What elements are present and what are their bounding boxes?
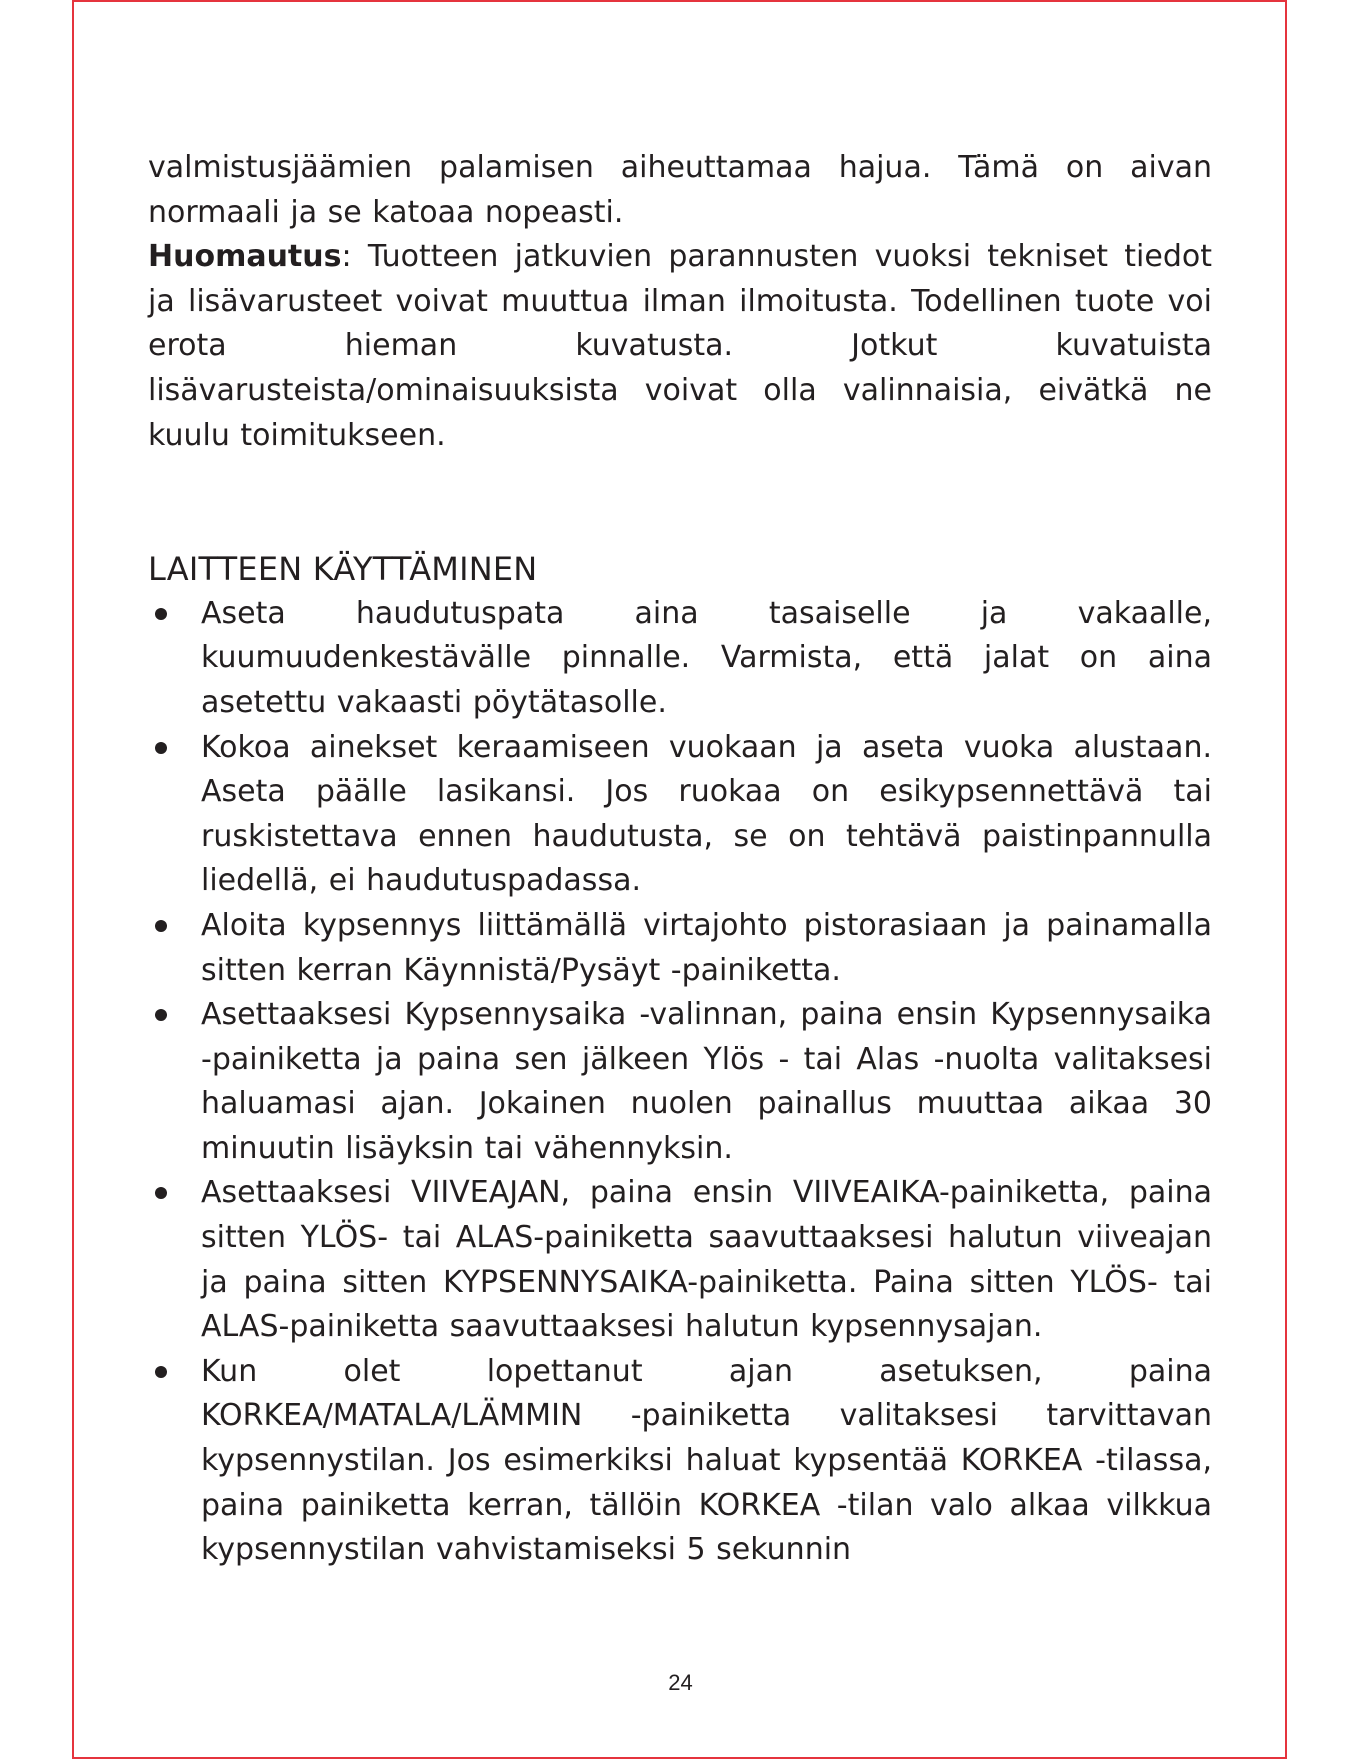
list-item: Aloita kypsennys liittämällä virtajohto pistorasiaan ja painamalla sitten kerran Käynnistä/Pysäyt -painiketta. — [148, 904, 1212, 993]
list-item: Asettaaksesi VIIVEAJAN, paina ensin VIIVEAIKA-painiketta, paina sitten YLÖS- tai ALAS-painiketta saavuttaaksesi halutun viiveajan ja paina sitten KYPSENNYSAIKA-painiketta. Paina sitten YLÖS- tai ALAS-painiketta saavuttaaksesi halutun kypsennysajan. — [148, 1171, 1212, 1349]
note-text: : Tuotteen jatkuvien parannusten vuoksi tekniset tiedot ja lisävarusteet voivat muuttua ilman ilmoitusta. Todellinen tuote voi erota hieman kuvatusta. Jotkut kuvatuista lisävarusteista/ominaisuuksista voivat olla valinnaisia, eivätkä ne kuulu toimitukseen. — [148, 239, 1212, 453]
note-paragraph — [148, 235, 1212, 458]
instruction-list — [148, 592, 1212, 1573]
page-number: 24 — [668, 1670, 693, 1695]
document-body — [148, 146, 1212, 1573]
list-item: Asettaaksesi Kypsennysaika -valinnan, paina ensin Kypsennysaika -painiketta ja paina sen jälkeen Ylös - tai Alas -nuolta valitaksesi haluamasi ajan. Jokainen nuolen painallus muuttaa aikaa 30 minuutin lisäyksin tai vähennyksin. — [148, 993, 1212, 1171]
section-heading: LAITTEEN KÄYTTÄMINEN — [148, 550, 538, 589]
bullet-icon — [155, 920, 167, 932]
bullet-icon — [155, 1187, 167, 1199]
bullet-icon — [155, 742, 167, 754]
list-item: Aseta haudutuspata aina tasaiselle ja vakaalle, kuumuudenkestävälle pinnalle. Varmista, että jalat on aina asetettu vakaasti pöytätasolle. — [148, 592, 1212, 726]
continued-paragraph: valmistusjäämien palamisen aiheuttamaa hajua. Tämä on aivan normaali ja se katoaa nopeasti. — [148, 150, 1212, 230]
note-label: Huomautus — [148, 239, 342, 275]
bullet-icon — [155, 1009, 167, 1021]
list-item: Kokoa ainekset keraamiseen vuokaan ja aseta vuoka alustaan. Aseta päälle lasikansi. Jos ruokaa on esikypsennettävä tai ruskistettava ennen haudutusta, se on tehtävä paistinpannulla liedellä, ei haudutuspadassa. — [148, 726, 1212, 904]
bullet-icon — [155, 608, 167, 620]
list-item: Kun olet lopettanut ajan asetuksen, paina KORKEA/MATALA/LÄMMIN -painiketta valitaksesi tarvittavan kypsennystilan. Jos esimerkiksi haluat kypsentää KORKEA -tilassa, paina painiketta kerran, tällöin KORKEA -tilan valo alkaa vilkkua kypsennystilan vahvistamiseksi 5 sekunnin — [148, 1350, 1212, 1573]
bullet-icon — [155, 1366, 167, 1378]
